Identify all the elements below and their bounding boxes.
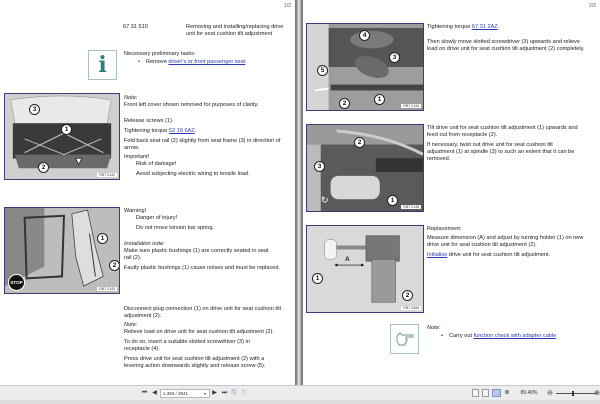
instruction: Disconnect plug connection (1) on drive unit for seat cushion tilt bbox=[124, 306, 282, 312]
view-two-page-button[interactable] bbox=[492, 389, 501, 397]
last-page-icon[interactable]: ⏭ bbox=[221, 390, 228, 396]
figure-code: RB7 0145 bbox=[403, 205, 419, 209]
page-title bbox=[186, 24, 292, 38]
page-number: 2/2 bbox=[589, 3, 596, 9]
instruction: feed out from receptacle (2). bbox=[427, 132, 498, 138]
note-text: Relieve load on drive unit for seat cushion tilt adjustment (2). bbox=[124, 329, 274, 335]
preliminary-heading: Necessary preliminary tasks: bbox=[124, 51, 196, 57]
zoom-slider[interactable] bbox=[556, 393, 596, 394]
callout-2: 2 bbox=[354, 137, 365, 148]
seat-frame-illustration bbox=[5, 94, 119, 179]
title-line: Removing and installing/replacing drive bbox=[186, 24, 284, 30]
step-6-text bbox=[427, 226, 597, 259]
instruction: removed. bbox=[427, 156, 451, 162]
preliminary-tasks bbox=[124, 51, 294, 66]
initialise-line: Initialise drive unit for seat cushion tilt adjustment. bbox=[427, 252, 551, 258]
instruction: load on drive unit for seat cushion tilt adjustment (2) completely. bbox=[427, 46, 585, 52]
status-bar bbox=[0, 400, 600, 404]
callout-2: 2 bbox=[38, 162, 49, 173]
step-3-text bbox=[124, 306, 294, 370]
callout-1: 1 bbox=[374, 94, 385, 105]
repair-code: 67 31 510 bbox=[123, 24, 148, 30]
installation-note: Make sure plastic bushings (1) are correctly seated in seat bbox=[124, 248, 269, 254]
copy-page-icon[interactable]: ⎘ bbox=[231, 390, 237, 396]
next-page-icon[interactable]: ▶ bbox=[212, 390, 217, 396]
figure-code: RB7 0268 bbox=[403, 306, 419, 310]
instruction: If necessary, twist out drive unit for seat cushion tilt bbox=[427, 142, 553, 148]
chevron-down-icon[interactable]: ▾ bbox=[204, 391, 207, 396]
warning-text: Do not move torsion bar spring. bbox=[136, 225, 215, 231]
page-2 bbox=[302, 0, 600, 385]
callout-2: 2 bbox=[339, 98, 350, 109]
installation-note: rail (2). bbox=[124, 255, 142, 261]
prev-page-icon[interactable]: ◀ bbox=[152, 390, 157, 396]
rotate-arrow-icon: ↻ bbox=[321, 195, 329, 205]
torque-link[interactable]: 52 10 6AZ bbox=[168, 128, 195, 134]
important-text: Risk of damage! bbox=[136, 161, 177, 167]
callout-2: 2 bbox=[109, 260, 120, 271]
step-1-text bbox=[124, 95, 294, 178]
instruction: Tilt drive unit for seat cushion tilt adjustment (1) upwards and bbox=[427, 125, 578, 131]
figure-drive-unit-installed bbox=[306, 23, 424, 111]
torque-link[interactable]: 67 31 2AZ bbox=[471, 24, 498, 30]
zoom-level: 89.40% bbox=[520, 390, 538, 396]
remove-seat-link[interactable]: driver's or front passenger seat bbox=[168, 59, 246, 65]
callout-1: 1 bbox=[312, 273, 323, 284]
paste-page-icon[interactable]: ⎗ bbox=[241, 390, 247, 396]
callout-1: 1 bbox=[97, 233, 108, 244]
info-icon: i bbox=[88, 50, 117, 80]
step-2-text bbox=[124, 208, 294, 272]
instruction: levering action downwards slightly and release screw (5). bbox=[124, 363, 266, 369]
figure-torsion-bar bbox=[4, 207, 120, 294]
installation-note-label: Installation note: bbox=[124, 241, 165, 247]
view-single-page-button[interactable] bbox=[472, 389, 479, 397]
figure-code: RB7 0144 bbox=[403, 104, 419, 108]
callout-2: 2 bbox=[402, 290, 413, 301]
page-1 bbox=[0, 0, 296, 385]
instruction: arrow. bbox=[124, 145, 140, 151]
torque-line: Tightening torque 67 31 2AZ. bbox=[427, 24, 500, 30]
preliminary-bullet: • Remove driver's or front passenger seat bbox=[124, 59, 294, 66]
final-note bbox=[427, 325, 597, 340]
instruction: adjustment (1) at spindle (3) to such an extent that it can be bbox=[427, 149, 575, 155]
instruction: adjustment (2). bbox=[124, 313, 162, 319]
first-page-icon[interactable]: ⏮ bbox=[141, 390, 148, 396]
zoom-in-icon[interactable]: ⊕ bbox=[594, 390, 600, 397]
stop-icon: STOP bbox=[8, 274, 25, 291]
pointing-hand-icon bbox=[390, 324, 419, 354]
zoom-out-icon[interactable]: ⊖ bbox=[547, 390, 553, 397]
instruction: Press drive unit for seat cushion tilt adjustment (2) with a bbox=[124, 356, 265, 362]
title-line: unit for seat cushion tilt adjustment bbox=[186, 31, 273, 37]
callout-3: 3 bbox=[389, 52, 400, 63]
figure-code: RB7 0142 bbox=[99, 173, 115, 177]
page-number: 1/2 bbox=[284, 3, 291, 9]
zoom-slider-thumb[interactable] bbox=[572, 391, 574, 396]
step-4-text bbox=[427, 24, 597, 53]
warning-label: Warning! bbox=[124, 208, 147, 214]
instruction: Release screws (1). bbox=[124, 118, 174, 124]
instruction: Then slowly move slotted screwdriver (3) upwards and relieve bbox=[427, 39, 580, 45]
note-text: To do so, insert a suitable slotted screwdriver (3) in bbox=[124, 339, 250, 345]
instruction: Measure dimension (A) and adjust by turning holder (1) on new bbox=[427, 235, 584, 241]
initialise-link[interactable]: Initialise bbox=[427, 252, 448, 258]
callout-3: 3 bbox=[29, 104, 40, 115]
dimension-label: A bbox=[345, 256, 350, 263]
final-note-bullet: • Carry out function check with adapter cable bbox=[427, 333, 597, 340]
callout-4: 4 bbox=[359, 30, 370, 41]
figure-seat-frame bbox=[4, 93, 120, 180]
important-label: Important! bbox=[124, 154, 150, 160]
callout-3: 3 bbox=[314, 161, 325, 172]
view-two-page-continuous-button[interactable]: ≣ bbox=[504, 390, 510, 396]
view-continuous-button[interactable] bbox=[482, 389, 489, 397]
callout-1: 1 bbox=[61, 124, 72, 135]
figure-replacement bbox=[306, 225, 424, 313]
step-5-text bbox=[427, 125, 597, 163]
function-check-link[interactable]: function check with adapter cable bbox=[473, 333, 557, 339]
note-text: Front left cover shown removed for purposes of clarity. bbox=[124, 102, 259, 108]
torque-line: Tightening torque 52 10 6AZ. bbox=[124, 128, 197, 134]
figure-code: RB7 0143 bbox=[99, 287, 115, 291]
warning-text: Danger of injury! bbox=[136, 215, 178, 221]
note-label: Note: bbox=[427, 325, 441, 331]
navigation-toolbar bbox=[0, 385, 600, 400]
callout-5: 5 bbox=[317, 65, 328, 76]
note-label: Note: bbox=[124, 95, 138, 101]
instruction: drive unit for seat cushion tilt adjustment (2). bbox=[427, 242, 537, 248]
page-number-input[interactable]: 1,393 / 3841 bbox=[160, 389, 210, 398]
replacement-label: Replacement: bbox=[427, 226, 462, 232]
note-text: receptacle (4). bbox=[124, 346, 160, 352]
instruction: Fold back seat rail (2) slightly from seat frame (3) in direction of bbox=[124, 138, 281, 144]
figure-drive-unit-removal bbox=[306, 124, 424, 212]
important-text: Avoid subjecting electric wiring to tensile load. bbox=[136, 171, 250, 177]
callout-1: 1 bbox=[387, 195, 398, 206]
installation-note: Faulty plastic bushings (1) cause noises and must be replaced. bbox=[124, 265, 281, 271]
note-label: Note: bbox=[124, 322, 138, 328]
